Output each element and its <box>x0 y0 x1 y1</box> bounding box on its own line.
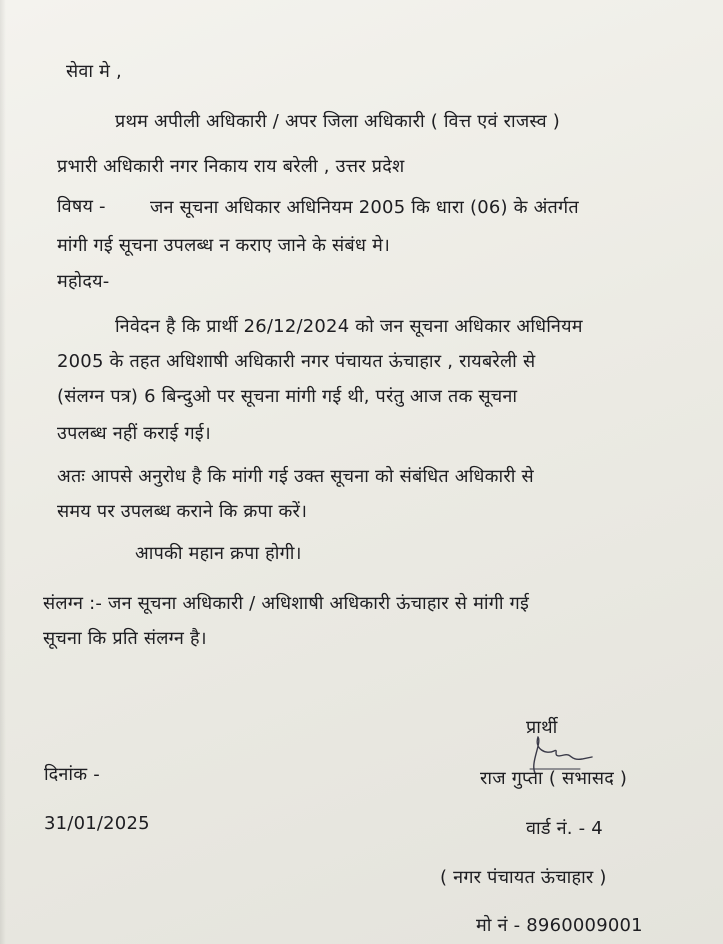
recipient-line-1: प्रथम अपीली अधिकारी / अपर जिला अधिकारी ( वित्त एवं राजस्व ) <box>115 111 560 132</box>
paper-edge-shadow <box>0 0 6 944</box>
enclosure-line-2: सूचना कि प्रति संलग्न है। <box>43 628 207 649</box>
recipient-line-2: प्रभारी अधिकारी नगर निकाय राय बरेली , उत्तर प्रदेश <box>57 156 405 177</box>
sender-title: प्रार्थी <box>526 717 558 738</box>
body-para1-line-3: (संलग्न पत्र) 6 बिन्दुओ पर सूचना मांगी गई थी, परंतु आज तक सूचना <box>57 386 518 407</box>
body-para2-line-1: अतः आपसे अनुरोध है कि मांगी गई उक्त सूचना को संबंधित अधिकारी से <box>57 466 534 487</box>
sender-name: राज गुप्ता ( सभासद ) <box>480 768 628 789</box>
date-value: 31/01/2025 <box>44 813 150 834</box>
subject-line-2: मांगी गई सूचना उपलब्ध न कराए जाने के संबंध मे। <box>57 235 391 256</box>
sender-mobile: मो नं - 8960009001 <box>476 915 643 936</box>
body-para1-line-2: 2005 के तहत अधिशाषी अधिकारी नगर पंचायत ऊंचाहार , रायबरेली से <box>57 351 536 372</box>
body-para2-line-2: समय पर उपलब्ध कराने कि क्रपा करें। <box>57 501 308 522</box>
greeting: महोदय- <box>57 271 110 292</box>
enclosure-line-1: संलग्न :- जन सूचना अधिकारी / अधिशाषी अधिकारी ऊंचाहार से मांगी गई <box>43 593 529 614</box>
subject-label: विषय - <box>57 196 106 217</box>
body-para1-line-1: निवेदन है कि प्रार्थी 26/12/2024 को जन सूचना अधिकार अधिनियम <box>115 316 583 337</box>
body-para1-line-4: उपलब्ध नहीं कराई गई। <box>57 423 211 444</box>
date-label: दिनांक - <box>44 764 100 785</box>
sender-body: ( नगर पंचायत ऊंचाहार ) <box>440 867 607 888</box>
salutation: सेवा मे , <box>66 61 122 82</box>
subject-line-1: जन सूचना अधिकार अधिनियम 2005 कि धारा (06) के अंतर्गत <box>150 197 579 218</box>
closing-line: आपकी महान क्रपा होगी। <box>135 543 302 564</box>
sender-ward: वार्ड नं. - 4 <box>526 818 603 839</box>
